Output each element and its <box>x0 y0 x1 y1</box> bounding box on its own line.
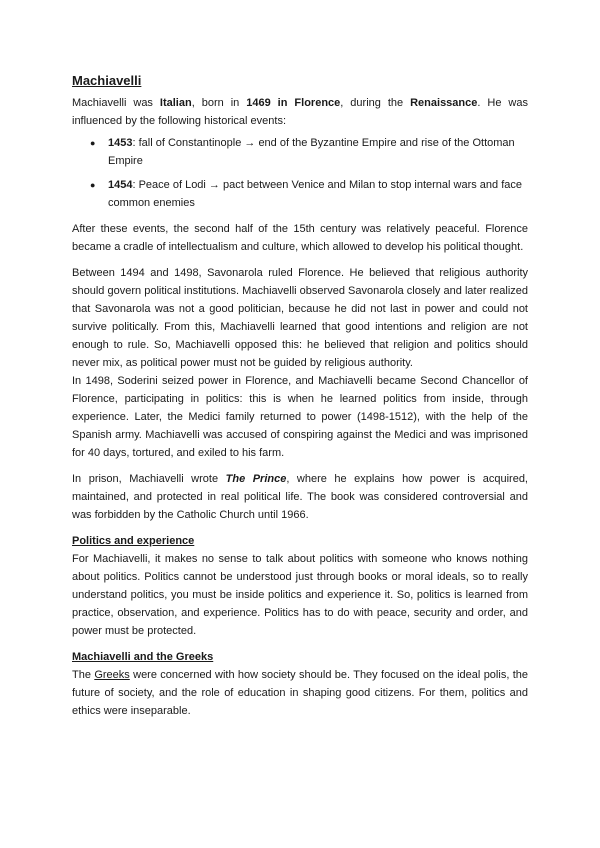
prince-text-2: , where he explains how power is acquired, maintained, and protected in real political life. The book was considered controversial and was forbidden by the Catholic Church until 1966. <box>72 473 528 521</box>
intro-birth: 1469 in Florence <box>246 97 341 109</box>
intro-text-3: , during the <box>340 97 411 109</box>
prince-text-1: In prison, Machiavelli wrote <box>72 473 226 485</box>
intro-text-2: , born in <box>191 97 247 109</box>
intro-text-1: Machiavelli was <box>72 97 160 109</box>
intro-paragraph <box>72 94 528 130</box>
event-text: : Peace of Lodi → pact between Venice and Milan to stop internal wars and face common enemies <box>108 179 523 209</box>
greeks-text-1: The <box>72 669 95 681</box>
event-item <box>108 134 528 170</box>
intro-text-4: . He was influenced by the following historical events: <box>72 97 528 127</box>
greeks-word: Greeks <box>94 669 130 681</box>
event-year: 1453 <box>108 137 133 149</box>
prince-paragraph <box>72 470 528 524</box>
soderini-paragraph: In 1498, Soderini seized power in Florence, and Machiavelli became Second Chancellor of Florence, participating in politics: this is when he learned politics from inside, through experience. Later, the Medici family returned to power (1498-1512), with the help of the Spanish army. Machiavelli was accused of conspiring against the Medici and was imprisoned for 40 days, tortured, and exiled to his farm. <box>72 375 528 459</box>
politics-paragraph: For Machiavelli, it makes no sense to talk about politics with someone who knows nothing about politics. Politics cannot be understood just through books or moral ideals, so to really understand politics, you must be inside politics and experience it. So, politics is learned from practice, observation, and experience. Politics has to do with peace, security and order, and power must be protected. <box>72 553 528 637</box>
greeks-text-2: were concerned with how society should be. They focused on the ideal polis, the future of society, and the role of education in shaping good citizens. For them, politics and ethics were inseparable. <box>72 669 529 717</box>
event-item <box>108 176 528 212</box>
politics-heading: Politics and experience <box>72 535 195 547</box>
greeks-heading: Machiavelli and the Greeks <box>72 651 214 663</box>
intro-renaissance: Renaissance <box>410 97 478 109</box>
greeks-paragraph <box>72 666 528 720</box>
intro-italian: Italian <box>159 97 192 109</box>
event-text: : fall of Constantinople → end of the Byzantine Empire and rise of the Ottoman Empire <box>108 137 515 167</box>
savonarola-paragraph: Between 1494 and 1498, Savonarola ruled Florence. He believed that religious authority should govern political institutions. Machiavelli observed Savonarola closely and later realized that Savonarola was not a good politician, because he did not last in power and could not survive politically. From this, Machiavelli learned that good intentions and religion are not enough to rule. So, Machiavelli opposed this: he believed that religion and politics should never mix, as political power must not be guided by religious authority. <box>72 267 528 369</box>
event-year: 1454 <box>108 179 133 191</box>
events-list <box>72 134 528 212</box>
document-title: Machiavelli <box>72 73 142 88</box>
document-body <box>72 72 528 728</box>
prince-book-title: The Prince <box>225 473 287 485</box>
after-events-paragraph: After these events, the second half of the 15th century was relatively peaceful. Florence became a cradle of intellectualism and culture, which allowed to develop his political thought. <box>72 223 528 253</box>
